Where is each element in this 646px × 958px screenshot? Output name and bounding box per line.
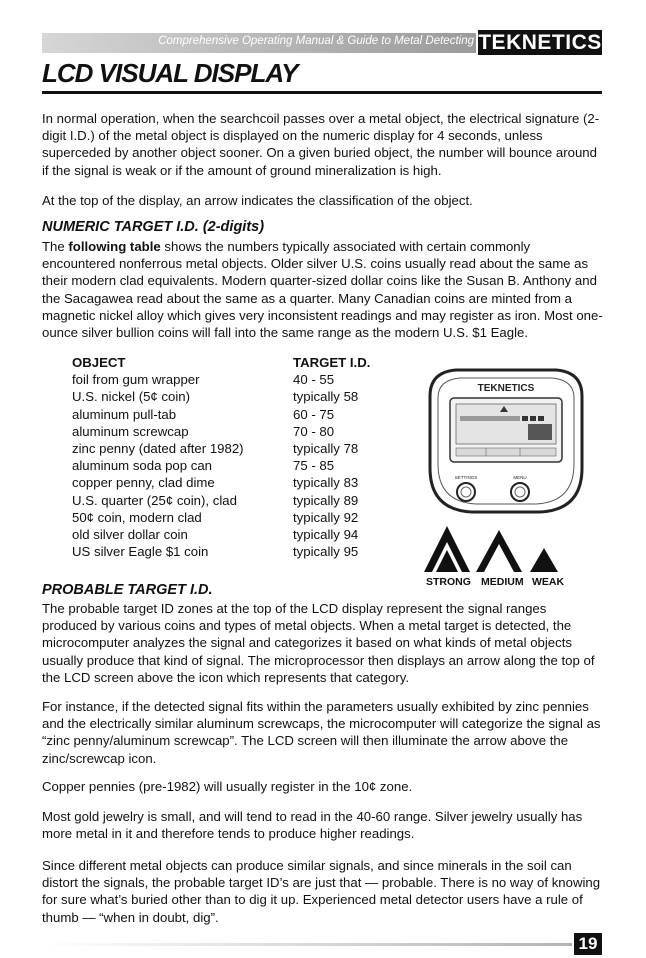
cell-target-id: 70 - 80	[293, 423, 335, 439]
strong-label: STRONG	[426, 576, 471, 588]
signal-arrows-illustration	[420, 524, 570, 574]
probable-paragraph-1: The probable target ID zones at the top of the LCD display represent the signal ranges produced by various coins and types of metal objects. When a metal target is detected, the microcomputer analyzes the signal and categorizes it based on what kinds of metal objects usually produce that kind of signal. The microprocessor then displays an arrow along the top of the LCD screen above the icon which represents that category.	[42, 601, 595, 685]
probable-paragraph-5: Since different metal objects can produce similar signals, and since minerals in the soil can distort the signals, the probable target ID’s are just that — probable. There is no way of knowing for sure what’s buried other than to dig it up. Experienced metal detector users have a rule of thumb — “when in doubt, dig”.	[42, 858, 601, 925]
cell-target-id: typically 89	[293, 492, 359, 508]
numeric-body: shows the numbers typically associated with certain commonly encountered nonferrous metal objects. Older silver U.S. coins usually read about the same as their modern clad equivalents. Modern quarter-sized dollar coins like the Susan B. Anthony and the Sacagawea read about the same as a quarter. Many Canadian coins are minted from a magnetic nickel alloy which gives very inconsistent readings and may register as iron. Most one-ounce silver bullion coins will fall into the same range as the modern U.S. $1 Eagle.	[42, 239, 603, 341]
numeric-lead-bold: following table	[68, 239, 161, 254]
medium-label: MEDIUM	[481, 576, 524, 588]
settings-button-icon	[457, 483, 475, 501]
cell-object: US silver Eagle $1 coin	[72, 544, 209, 560]
title-rule	[42, 91, 602, 94]
table-row	[72, 474, 370, 491]
table-row	[72, 423, 370, 440]
weak-label: WEAK	[532, 576, 565, 588]
probable-paragraph-4: Most gold jewelry is small, and will tend to read in the 40-60 range. Silver jewelry usually has more metal in it and therefore tends to produce higher readings.	[42, 809, 583, 842]
cell-target-id: typically 58	[293, 389, 359, 405]
page-title: LCD VISUAL DISPLAY	[42, 58, 298, 88]
table-row	[72, 440, 370, 457]
menu-button-icon	[511, 483, 529, 501]
strong-arrow-icon	[424, 526, 470, 572]
cell-object: aluminum pull-tab	[72, 406, 177, 422]
cell-object: U.S. quarter (25¢ coin), clad	[72, 492, 237, 508]
cell-target-id: typically 95	[293, 544, 359, 560]
table-row	[72, 543, 370, 560]
cell-target-id: typically 94	[293, 527, 359, 543]
cell-object: U.S. nickel (5¢ coin)	[72, 389, 190, 405]
col-header-object: OBJECT	[72, 355, 126, 370]
cell-target-id: 75 - 85	[293, 458, 335, 474]
numeric-paragraph	[42, 238, 604, 341]
numeric-lead: The	[42, 239, 65, 254]
page-number: 19	[574, 933, 602, 955]
table-header	[72, 354, 370, 371]
table-row	[72, 509, 370, 526]
table-row	[72, 526, 370, 543]
table-row	[72, 457, 370, 474]
menu-label: MENU	[513, 475, 527, 480]
medium-arrow-icon	[476, 530, 522, 572]
probable-heading: PROBABLE TARGET I.D.	[42, 582, 213, 598]
cell-object: copper penny, clad dime	[72, 475, 215, 491]
cell-object: old silver dollar coin	[72, 527, 188, 543]
header-tagline: Comprehensive Operating Manual & Guide to Metal Detecting	[158, 35, 474, 47]
cell-object: aluminum soda pop can	[72, 458, 213, 474]
table-row	[72, 406, 370, 423]
probable-paragraph-2: For instance, if the detected signal fits within the parameters usually exhibited by zinc pennies and the electrically similar aluminum screwcaps, the microcomputer will categorize the signal as “zinc penny/aluminum screwcap”. The LCD screen will then illuminate the arrow above the zinc/screwcap icon.	[42, 699, 601, 766]
brand-logo: TEKNETICS	[478, 31, 602, 54]
cell-target-id: typically 83	[293, 475, 359, 491]
footer-rule	[42, 943, 572, 946]
probable-paragraph-3: Copper pennies (pre-1982) will usually register in the 10¢ zone.	[42, 779, 413, 794]
cell-object: aluminum screwcap	[72, 423, 189, 439]
numeric-heading: NUMERIC TARGET I.D. (2-digits)	[42, 219, 265, 235]
table-row	[72, 492, 370, 509]
device-brand: TEKNETICS	[477, 383, 535, 394]
cell-target-id: typically 78	[293, 441, 359, 457]
intro-paragraph-2: At the top of the display, an arrow indicates the classification of the object.	[42, 193, 473, 208]
detector-control-box-illustration	[416, 364, 596, 516]
cell-target-id: 60 - 75	[293, 406, 335, 422]
cell-object: foil from gum wrapper	[72, 372, 200, 388]
cell-target-id: 40 - 55	[293, 372, 335, 388]
target-id-table	[72, 354, 370, 560]
table-row	[72, 371, 370, 388]
intro-paragraph-1: In normal operation, when the searchcoil passes over a metal object, the electrical signature (2-digit I.D.) of the metal object is displayed on the numeric display for 4 seconds, unless superceded by another object sooner. On a given buried object, the number will bounce around if the signal is weak or if the amount of ground mineralization is high.	[42, 111, 600, 178]
table-row	[72, 388, 370, 405]
cell-object: zinc penny (dated after 1982)	[72, 441, 244, 457]
cell-object: 50¢ coin, modern clad	[72, 509, 202, 525]
settings-label: SETTINGS	[454, 475, 478, 480]
cell-target-id: typically 92	[293, 509, 359, 525]
weak-arrow-icon	[530, 548, 558, 572]
col-header-target-id: TARGET I.D.	[293, 355, 371, 370]
